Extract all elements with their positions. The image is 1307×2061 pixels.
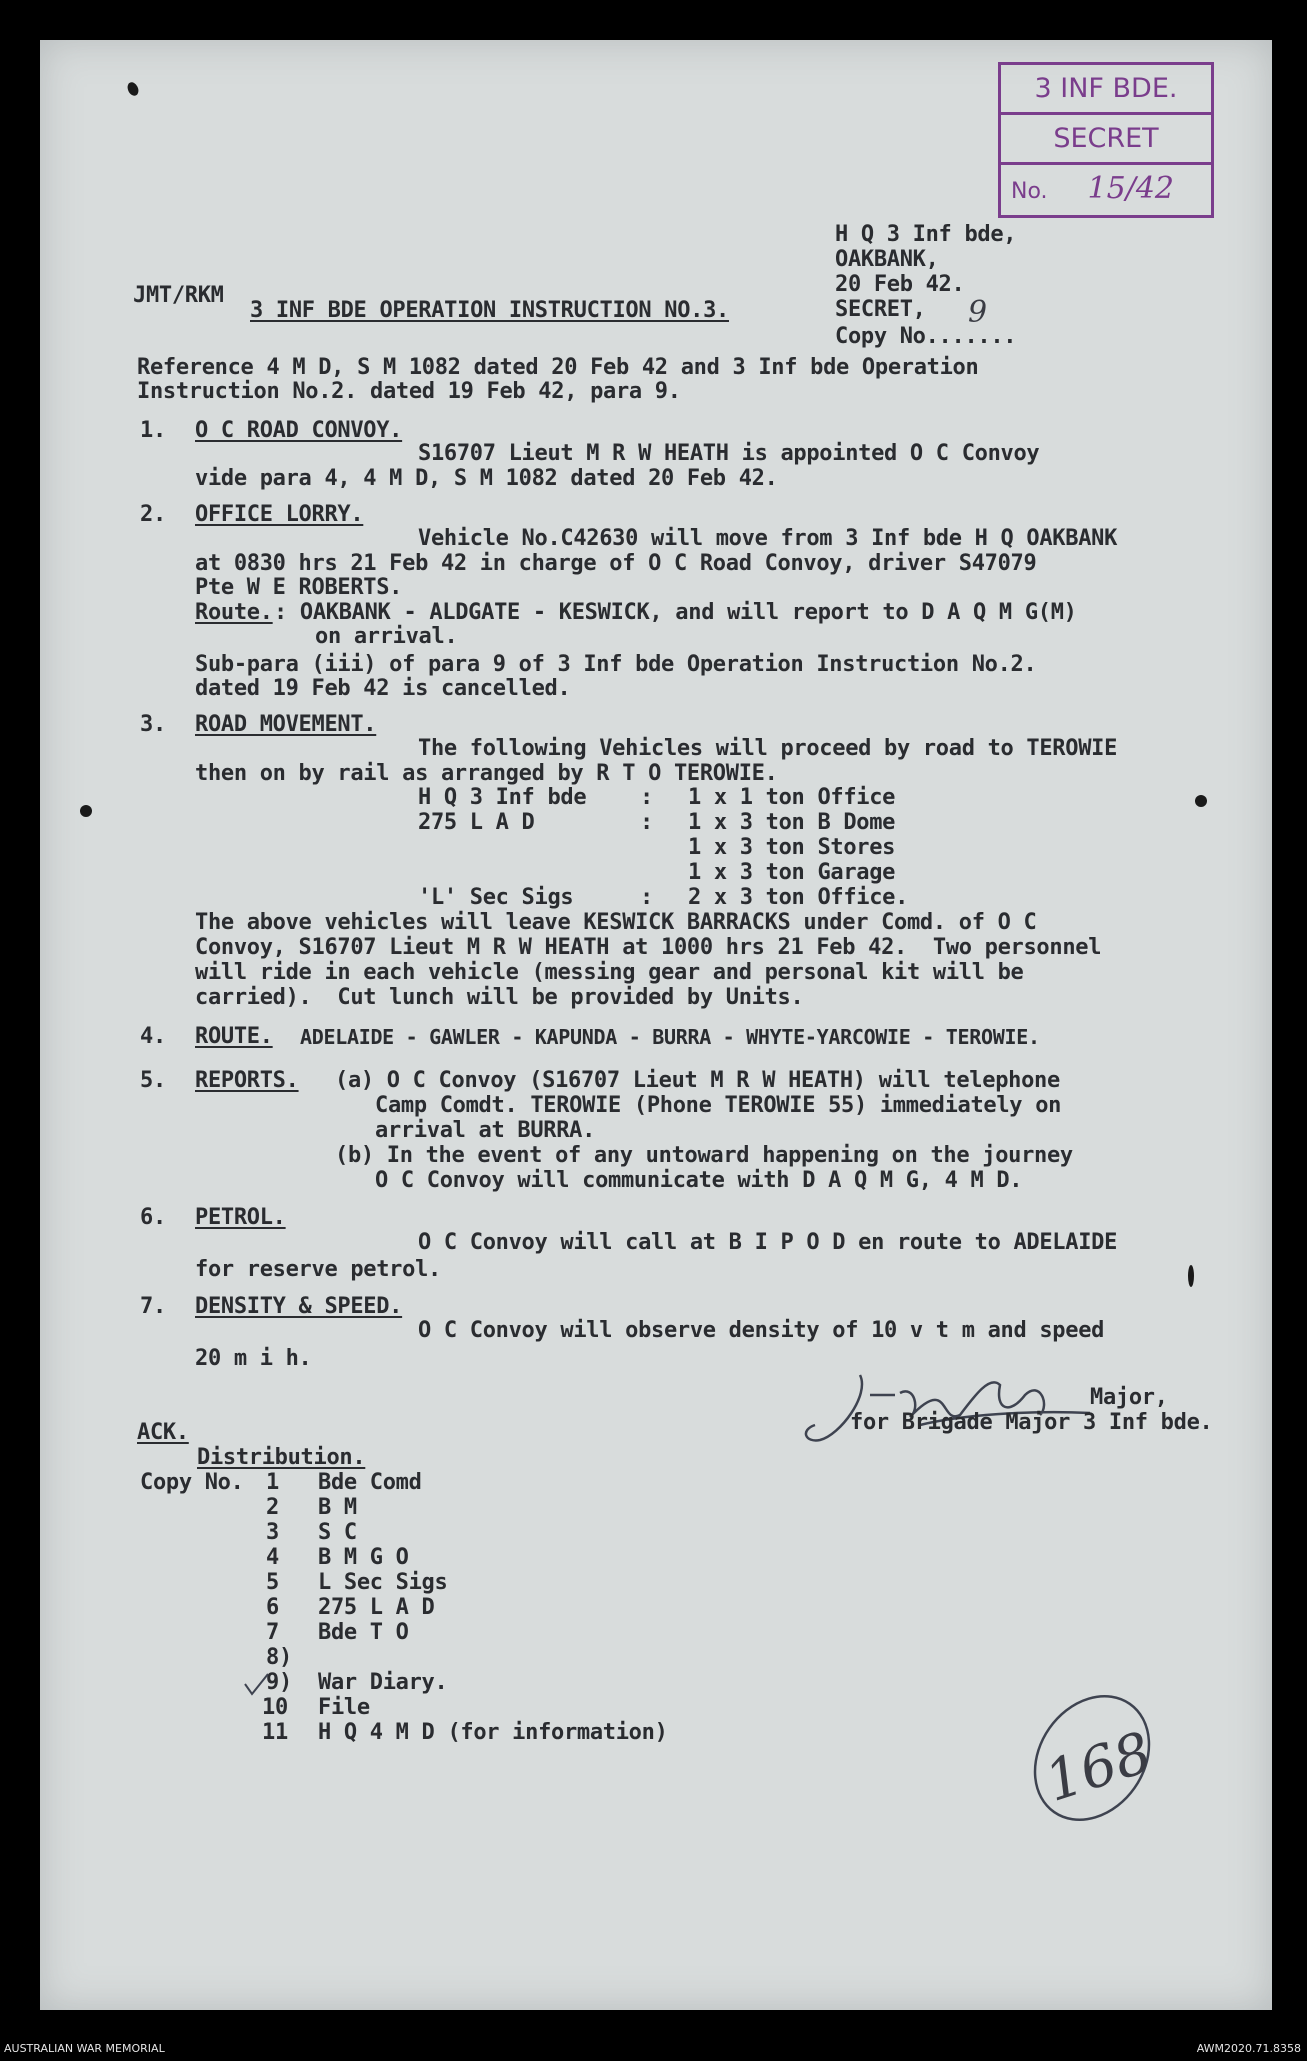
distribution-heading: Distribution. bbox=[197, 1445, 366, 1470]
para-line: arrival at BURRA. bbox=[375, 1118, 596, 1143]
stamp-number-row bbox=[1001, 165, 1211, 212]
para-number: 5. bbox=[140, 1068, 166, 1093]
para-heading: ROAD MOVEMENT. bbox=[195, 712, 377, 737]
distribution-to: B M G O bbox=[318, 1545, 409, 1570]
para-number: 7. bbox=[140, 1294, 166, 1319]
para-line: dated 19 Feb 42 is cancelled. bbox=[195, 676, 571, 701]
ack-label: ACK. bbox=[137, 1420, 189, 1445]
para-line: Camp Comdt. TEROWIE (Phone TEROWIE 55) immediately on bbox=[375, 1093, 1062, 1118]
signature-rank: Major, bbox=[1090, 1385, 1168, 1410]
para-number: 2. bbox=[140, 502, 166, 527]
vehicle-item: 1 x 3 ton B Dome bbox=[688, 810, 896, 835]
vehicle-unit: 275 L A D bbox=[418, 810, 535, 835]
hq-line: 20 Feb 42. bbox=[835, 272, 965, 297]
para-number: 6. bbox=[140, 1205, 166, 1230]
distribution-no: 3 bbox=[266, 1520, 279, 1545]
para-line: will ride in each vehicle (messing gear and personal kit will be bbox=[195, 960, 1024, 985]
para-line: Sub-para (iii) of para 9 of 3 Inf bde Operation Instruction No.2. bbox=[195, 652, 1037, 677]
para-line: for reserve petrol. bbox=[195, 1257, 441, 1282]
punch-hole bbox=[1195, 795, 1207, 807]
folio-number: 168 bbox=[1037, 1720, 1160, 1815]
handwritten-signature bbox=[800, 1355, 1100, 1455]
para-line: carried). Cut lunch will be provided by Units. bbox=[195, 985, 804, 1010]
para-line: (a) O C Convoy (S16707 Lieut M R W HEATH) will telephone bbox=[335, 1068, 1060, 1093]
para-line: Vehicle No.C42630 will move from 3 Inf bde H Q OAKBANK bbox=[418, 526, 1118, 551]
para-line: Convoy, S16707 Lieut M R W HEATH at 1000 hrs 21 Feb 42. Two personnel bbox=[195, 935, 1102, 960]
distribution-no: 8) bbox=[266, 1645, 292, 1670]
vehicle-sep: : bbox=[640, 785, 653, 810]
para-number: 4. bbox=[140, 1024, 166, 1049]
distribution-no: 5 bbox=[266, 1570, 279, 1595]
para-heading: O C ROAD CONVOY. bbox=[195, 418, 403, 443]
reference-code: JMT/RKM bbox=[133, 283, 224, 308]
distribution-to: Bde T O bbox=[318, 1620, 409, 1645]
document-title: 3 INF BDE OPERATION INSTRUCTION NO.3. bbox=[250, 298, 729, 323]
copy-label: Copy No....... bbox=[835, 324, 1017, 349]
distribution-to: S C bbox=[318, 1520, 357, 1545]
copy-number: 9 bbox=[968, 295, 988, 330]
para-line: vide para 4, 4 M D, S M 1082 dated 20 Feb 42. bbox=[195, 466, 778, 491]
vehicle-sep: : bbox=[640, 810, 653, 835]
para-line: Pte W E ROBERTS. bbox=[195, 575, 403, 600]
signature-name: JMTiffield bbox=[800, 1355, 807, 1356]
hq-line: OAKBANK, bbox=[835, 247, 939, 272]
para-line: (b) In the event of any untoward happening on the journey bbox=[335, 1143, 1073, 1168]
hq-line: SECRET, bbox=[835, 297, 926, 322]
vehicle-item: 1 x 3 ton Stores bbox=[688, 835, 896, 860]
stamp-classification: SECRET bbox=[1001, 115, 1211, 165]
punch-hole bbox=[80, 805, 92, 817]
route-label: Route. bbox=[195, 600, 273, 625]
distribution-to: L Sec Sigs bbox=[318, 1570, 448, 1595]
distribution-copy-label: Copy No. bbox=[140, 1470, 244, 1495]
distribution-to: H Q 4 M D (for information) bbox=[318, 1720, 668, 1745]
signature-for-line: for Brigade Major 3 Inf bde. bbox=[850, 1410, 1213, 1435]
para-line: O C Convoy will call at B I P O D en route to ADELAIDE bbox=[418, 1230, 1118, 1255]
vehicle-item: 2 x 3 ton Office. bbox=[688, 885, 909, 910]
vehicle-sep: : bbox=[640, 885, 653, 910]
para-line: The above vehicles will leave KESWICK BARRACKS under Comd. of O C bbox=[195, 910, 1037, 935]
secret-stamp bbox=[998, 62, 1214, 218]
para-line: The following Vehicles will proceed by road to TEROWIE bbox=[418, 736, 1118, 761]
distribution-to: War Diary. bbox=[318, 1670, 448, 1695]
hq-line: H Q 3 Inf bde, bbox=[835, 222, 1017, 247]
footer-right: AWM2020.71.8358 bbox=[1196, 2042, 1301, 2055]
footer-left: AUSTRALIAN WAR MEMORIAL bbox=[4, 2042, 165, 2055]
distribution-no: 2 bbox=[266, 1495, 279, 1520]
para-line: S16707 Lieut M R W HEATH is appointed O C Convoy bbox=[418, 441, 1040, 466]
check-mark bbox=[242, 1670, 272, 1700]
punch-hole bbox=[1188, 1265, 1194, 1287]
route-continuation: on arrival. bbox=[315, 624, 458, 649]
para-heading: REPORTS. bbox=[195, 1068, 299, 1093]
distribution-to: B M bbox=[318, 1495, 357, 1520]
distribution-no: 1 bbox=[266, 1470, 279, 1495]
para-line: then on by rail as arranged by R T O TEROWIE. bbox=[195, 761, 778, 786]
para-heading: OFFICE LORRY. bbox=[195, 502, 364, 527]
stamp-no-label: No. bbox=[1011, 179, 1048, 204]
distribution-to: File bbox=[318, 1695, 370, 1720]
distribution-no: 11 bbox=[262, 1720, 288, 1745]
vehicle-item: 1 x 3 ton Garage bbox=[688, 860, 896, 885]
para-line: 20 m i h. bbox=[195, 1346, 312, 1371]
reference-line: Reference 4 M D, S M 1082 dated 20 Feb 42 and 3 Inf bde Operation bbox=[137, 355, 979, 380]
distribution-no: 9) bbox=[266, 1670, 292, 1695]
para-heading: ROUTE. bbox=[195, 1024, 273, 1049]
para-number: 3. bbox=[140, 712, 166, 737]
distribution-no: 10 bbox=[262, 1695, 288, 1720]
stamp-unit: 3 INF BDE. bbox=[1001, 65, 1211, 115]
para-line: O C Convoy will communicate with D A Q M G, 4 M D. bbox=[375, 1168, 1023, 1193]
vehicle-item: 1 x 1 ton Office bbox=[688, 785, 896, 810]
distribution-no: 6 bbox=[266, 1595, 279, 1620]
para-line: at 0830 hrs 21 Feb 42 in charge of O C Road Convoy, driver S47079 bbox=[195, 551, 1037, 576]
distribution-to: Bde Comd bbox=[318, 1470, 422, 1495]
distribution-no: 7 bbox=[266, 1620, 279, 1645]
stamp-no-value: 15/42 bbox=[1087, 171, 1174, 206]
distribution-no: 4 bbox=[266, 1545, 279, 1570]
para-number: 1. bbox=[140, 418, 166, 443]
para-heading: PETROL. bbox=[195, 1205, 286, 1230]
route-text: : OAKBANK - ALDGATE - KESWICK, and will report to D A Q M G(M) bbox=[274, 600, 1077, 625]
para-heading: DENSITY & SPEED. bbox=[195, 1294, 403, 1319]
para-line: O C Convoy will observe density of 10 v t m and speed bbox=[418, 1318, 1105, 1343]
vehicle-unit: H Q 3 Inf bde bbox=[418, 785, 587, 810]
route-list: ADELAIDE - GAWLER - KAPUNDA - BURRA - WHYTE-YARCOWIE - TEROWIE. bbox=[300, 1025, 1040, 1049]
reference-line: Instruction No.2. dated 19 Feb 42, para 9. bbox=[137, 379, 681, 404]
vehicle-unit: 'L' Sec Sigs bbox=[418, 885, 574, 910]
distribution-to: 275 L A D bbox=[318, 1595, 435, 1620]
